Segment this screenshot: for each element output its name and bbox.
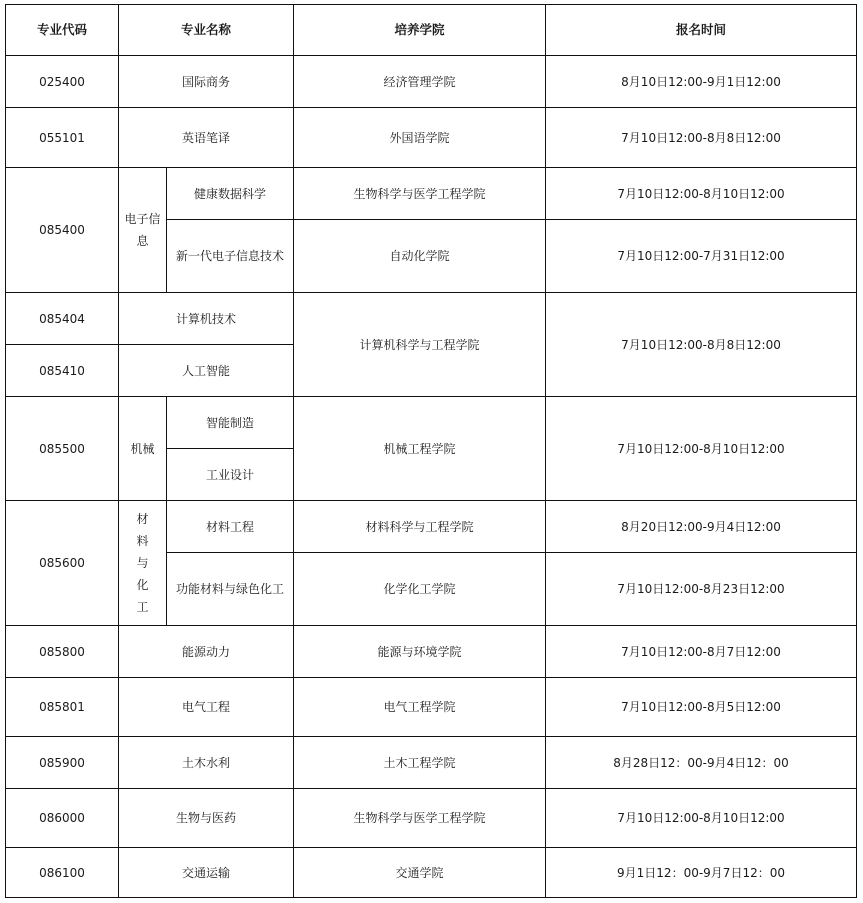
enroll-time: 9月1日12：00-9月7日12：00 bbox=[546, 848, 857, 898]
enroll-time: 7月10日12:00-8月7日12:00 bbox=[546, 626, 857, 678]
school-name: 经济管理学院 bbox=[294, 56, 546, 108]
table-row bbox=[6, 293, 857, 345]
major-code: 025400 bbox=[6, 56, 119, 108]
enroll-time: 8月28日12：00-9月4日12：00 bbox=[546, 737, 857, 789]
table-row bbox=[6, 168, 857, 220]
major-name: 计算机技术 bbox=[119, 293, 294, 345]
major-code: 086000 bbox=[6, 789, 119, 848]
enroll-time: 8月10日12:00-9月1日12:00 bbox=[546, 56, 857, 108]
major-name: 能源动力 bbox=[119, 626, 294, 678]
header-name: 专业名称 bbox=[119, 5, 294, 56]
school-name: 自动化学院 bbox=[294, 220, 546, 293]
enroll-time: 7月10日12:00-8月8日12:00 bbox=[546, 293, 857, 397]
school-name: 材料科学与工程学院 bbox=[294, 501, 546, 553]
major-code: 085900 bbox=[6, 737, 119, 789]
major-group: 电子信息 bbox=[119, 168, 167, 293]
enrollment-table bbox=[5, 4, 857, 898]
major-code: 055101 bbox=[6, 108, 119, 168]
school-name: 计算机科学与工程学院 bbox=[294, 293, 546, 397]
major-code: 085600 bbox=[6, 501, 119, 626]
school-name: 能源与环境学院 bbox=[294, 626, 546, 678]
sub-major-name: 健康数据科学 bbox=[167, 168, 294, 220]
table-row bbox=[6, 789, 857, 848]
school-name: 外国语学院 bbox=[294, 108, 546, 168]
major-name: 土木水利 bbox=[119, 737, 294, 789]
school-name: 电气工程学院 bbox=[294, 678, 546, 737]
school-name: 生物科学与医学工程学院 bbox=[294, 168, 546, 220]
school-name: 土木工程学院 bbox=[294, 737, 546, 789]
sub-major-name: 工业设计 bbox=[167, 449, 294, 501]
major-code: 085801 bbox=[6, 678, 119, 737]
enroll-time: 7月10日12:00-8月10日12:00 bbox=[546, 789, 857, 848]
table-row bbox=[6, 501, 857, 553]
major-code: 085410 bbox=[6, 345, 119, 397]
major-code: 086100 bbox=[6, 848, 119, 898]
enroll-time: 7月10日12:00-8月23日12:00 bbox=[546, 553, 857, 626]
major-name: 英语笔译 bbox=[119, 108, 294, 168]
major-name: 电气工程 bbox=[119, 678, 294, 737]
table-row bbox=[6, 108, 857, 168]
school-name: 机械工程学院 bbox=[294, 397, 546, 501]
table-row bbox=[6, 678, 857, 737]
enroll-time: 7月10日12:00-8月10日12:00 bbox=[546, 397, 857, 501]
major-code: 085500 bbox=[6, 397, 119, 501]
sub-major-name: 新一代电子信息技术 bbox=[167, 220, 294, 293]
major-name: 交通运输 bbox=[119, 848, 294, 898]
major-group: 机械 bbox=[119, 397, 167, 501]
enroll-time: 7月10日12:00-8月10日12:00 bbox=[546, 168, 857, 220]
school-name: 交通学院 bbox=[294, 848, 546, 898]
enroll-time: 8月20日12:00-9月4日12:00 bbox=[546, 501, 857, 553]
header-row bbox=[6, 5, 857, 56]
sub-major-name: 功能材料与绿色化工 bbox=[167, 553, 294, 626]
major-name: 国际商务 bbox=[119, 56, 294, 108]
table-row bbox=[6, 397, 857, 449]
major-name: 人工智能 bbox=[119, 345, 294, 397]
major-code: 085400 bbox=[6, 168, 119, 293]
header-code: 专业代码 bbox=[6, 5, 119, 56]
table-row bbox=[6, 737, 857, 789]
major-name: 生物与医药 bbox=[119, 789, 294, 848]
header-time: 报名时间 bbox=[546, 5, 857, 56]
table-row bbox=[6, 848, 857, 898]
table-row bbox=[6, 626, 857, 678]
enroll-time: 7月10日12:00-8月5日12:00 bbox=[546, 678, 857, 737]
sub-major-name: 智能制造 bbox=[167, 397, 294, 449]
major-group: 材料与化工 bbox=[119, 501, 167, 626]
school-name: 生物科学与医学工程学院 bbox=[294, 789, 546, 848]
school-name: 化学化工学院 bbox=[294, 553, 546, 626]
table-row bbox=[6, 56, 857, 108]
header-school: 培养学院 bbox=[294, 5, 546, 56]
enroll-time: 7月10日12:00-7月31日12:00 bbox=[546, 220, 857, 293]
enroll-time: 7月10日12:00-8月8日12:00 bbox=[546, 108, 857, 168]
sub-major-name: 材料工程 bbox=[167, 501, 294, 553]
major-code: 085404 bbox=[6, 293, 119, 345]
major-code: 085800 bbox=[6, 626, 119, 678]
